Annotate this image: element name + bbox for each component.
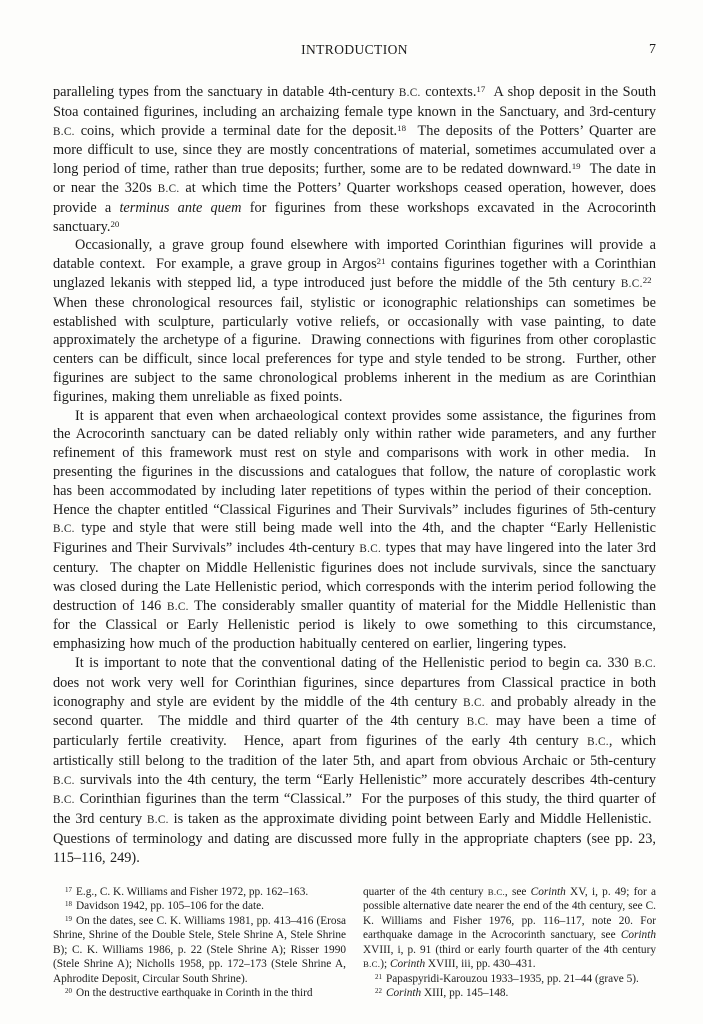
- footnote-20-continuation-text: quarter of the 4th century B.C., see Corinth XV, i, p. 49; for a possible alternative date nearer the end of the 4th century, see C. K. Williams and Fisher 1976, pp. 116–117, note 20. For earthquake damage in the Acrocorinth sanctuary, see Corinth XVIII, i, p. 91 (third or early fourth quarter of the 4th century B.C.); Corinth XVIII, iii, pp. 430–431.: [363, 885, 656, 971]
- paragraph-3: It is apparent that even when archaeological context provides some assistance, the figurines from the Acrocorinth sanctuary can be dated reliably only within rather wide parameters, and any further refinement of this framework must rest on style and comparisons with work in other media. In presenting the figurines in the discussions and catalogues that follow, the nature of coroplastic work has been accommodated by including later repetitions of types within the period of their conception. Hence the chapter entitled “Classical Figurines and Their Survivals” includes figurines of 5th-century B.C. type and style that were still being made well into the 4th, and the chapter “Early Hellenistic Figurines and Their Survivals” includes 4th-century B.C. types that may have lingered into the later 3rd century. The chapter on Middle Hellenistic figurines does not include survivals, since the sanctuary was closed during the Late Hellenistic period, which corresponds with the interim period following the destruction of 146 B.C. The considerably smaller quantity of material for the Middle Hellenistic than for the Classical or Early Hellenistic period is likely to owe something to this circumstance, emphasizing how much of the production habitually centered on earlier, lingering types.: [53, 407, 656, 653]
- footnote-17: [53, 885, 346, 900]
- footnote-22-number: 22: [375, 987, 382, 996]
- footnotes-section: [53, 885, 656, 1001]
- footnote-18-number: 18: [65, 900, 72, 909]
- footnote-19-number: 19: [65, 914, 72, 923]
- page-header: [53, 42, 656, 60]
- footnote-21: [363, 972, 656, 987]
- footnote-21-text: Papaspyridi-Karouzou 1933–1935, pp. 21–44 (grave 5).: [386, 972, 639, 985]
- footnote-20-number: 20: [65, 987, 72, 996]
- footnote-22-text: Corinth XIII, pp. 145–148.: [386, 987, 509, 1000]
- footnotes-left-column: [53, 885, 346, 1001]
- footnote-22: [363, 986, 656, 1001]
- page-number: 7: [649, 42, 656, 57]
- footnote-20-text: On the destructive earthquake in Corinth in the third: [76, 987, 313, 1000]
- footnote-19: [53, 914, 346, 987]
- paragraph-4: It is important to note that the conventional dating of the Hellenistic period to begin ca. 330 B.C. does not work very well for Corinthian figurines, since departures from Classical practice in both iconography and style are evident by the middle of the 4th century B.C. and probably already in the second quarter. The middle and third quarter of the 4th century B.C. may have been a time of particularly fertile creativity. Hence, apart from figurines of the early 4th century B.C., which artistically still belong to the tradition of the later 5th, and apart from obvious Archaic or 5th-century B.C. survivals into the 4th century, the term “Early Hellenistic” more accurately describes 4th-century B.C. Corinthian figurines than the term “Classical.” For the purposes of this study, the third quarter of the 3rd century B.C. is taken as the approximate dividing point between Early and Middle Hellenistic. Questions of terminology and dating are discussed more fully in the appropriate chapters (see pp. 23, 115–116, 249).: [53, 654, 657, 866]
- footnote-21-number: 21: [375, 972, 382, 981]
- body-text: [53, 83, 656, 868]
- footnote-20-continuation: [363, 885, 656, 972]
- footnote-20: [53, 986, 346, 1001]
- footnote-17-text: E.g., C. K. Williams and Fisher 1972, pp. 162–163.: [76, 885, 309, 898]
- paragraph-2: Occasionally, a grave group found elsewhere with imported Corinthian figurines will provide a datable context. For example, a grave group in Argos$^{21}$ contains figurines together with a Corinthian unglazed lekanis with stepped lid, a type introduced just before the middle of the 5th century B.C.$^{22}$ When these chronological resources fail, stylistic or iconographic relationships can sometimes be established with sculpture, particularly votive reliefs, or occasionally with vase painting, to date approximately the archetype of a figurine. Drawing connections with figurines from other coroplastic centers can be difficult, since local preferences for type and style tended to be strong. Further, other figurines are subject to the same chronological problems inherent in the medium as are Corinthian figurines, making them unreliable as fixed points.: [53, 237, 656, 405]
- footnotes-right-column: [363, 885, 656, 1001]
- footnote-19-text: On the dates, see C. K. Williams 1981, pp. 413–416 (Erosa Shrine, Shrine of the Double Stele, Stele Shrine A, Stele Shrine B); C. K. Williams 1986, p. 22 (Stele Shrine A); Risser 1990 (Stele Shrine A); Nicholls 1958, pp. 172–173 (Stele Shrine A, Aphrodite Deposit, Circular South Shrine).: [53, 914, 346, 985]
- paragraph-1: paralleling types from the sanctuary in datable 4th-century B.C. contexts.$^{17}$ A shop deposit in the South Stoa contained figurines, including an archaizing female type known in the Sanctuary, and 3rd-century B.C. coins, which provide a terminal date for the deposit.$^{18}$ The deposits of the Potters’ Quarter are more difficult to use, since they are mostly concentrations of material, sometimes accumulated over a long period of time, rather than true deposits; further, some are to be redated downward.$^{19}$ The date in or near the 320s B.C. at which time the Potters’ Quarter workshops ceased operation, however, does provide a terminus ante quem for figurines from these workshops excavated in the Acrocorinth sanctuary.$^{20}$: [53, 84, 656, 235]
- running-title: INTRODUCTION: [301, 42, 408, 57]
- footnote-18-text: Davidson 1942, pp. 105–106 for the date.: [76, 900, 264, 913]
- footnote-17-number: 17: [65, 885, 72, 894]
- footnote-18: [53, 899, 346, 914]
